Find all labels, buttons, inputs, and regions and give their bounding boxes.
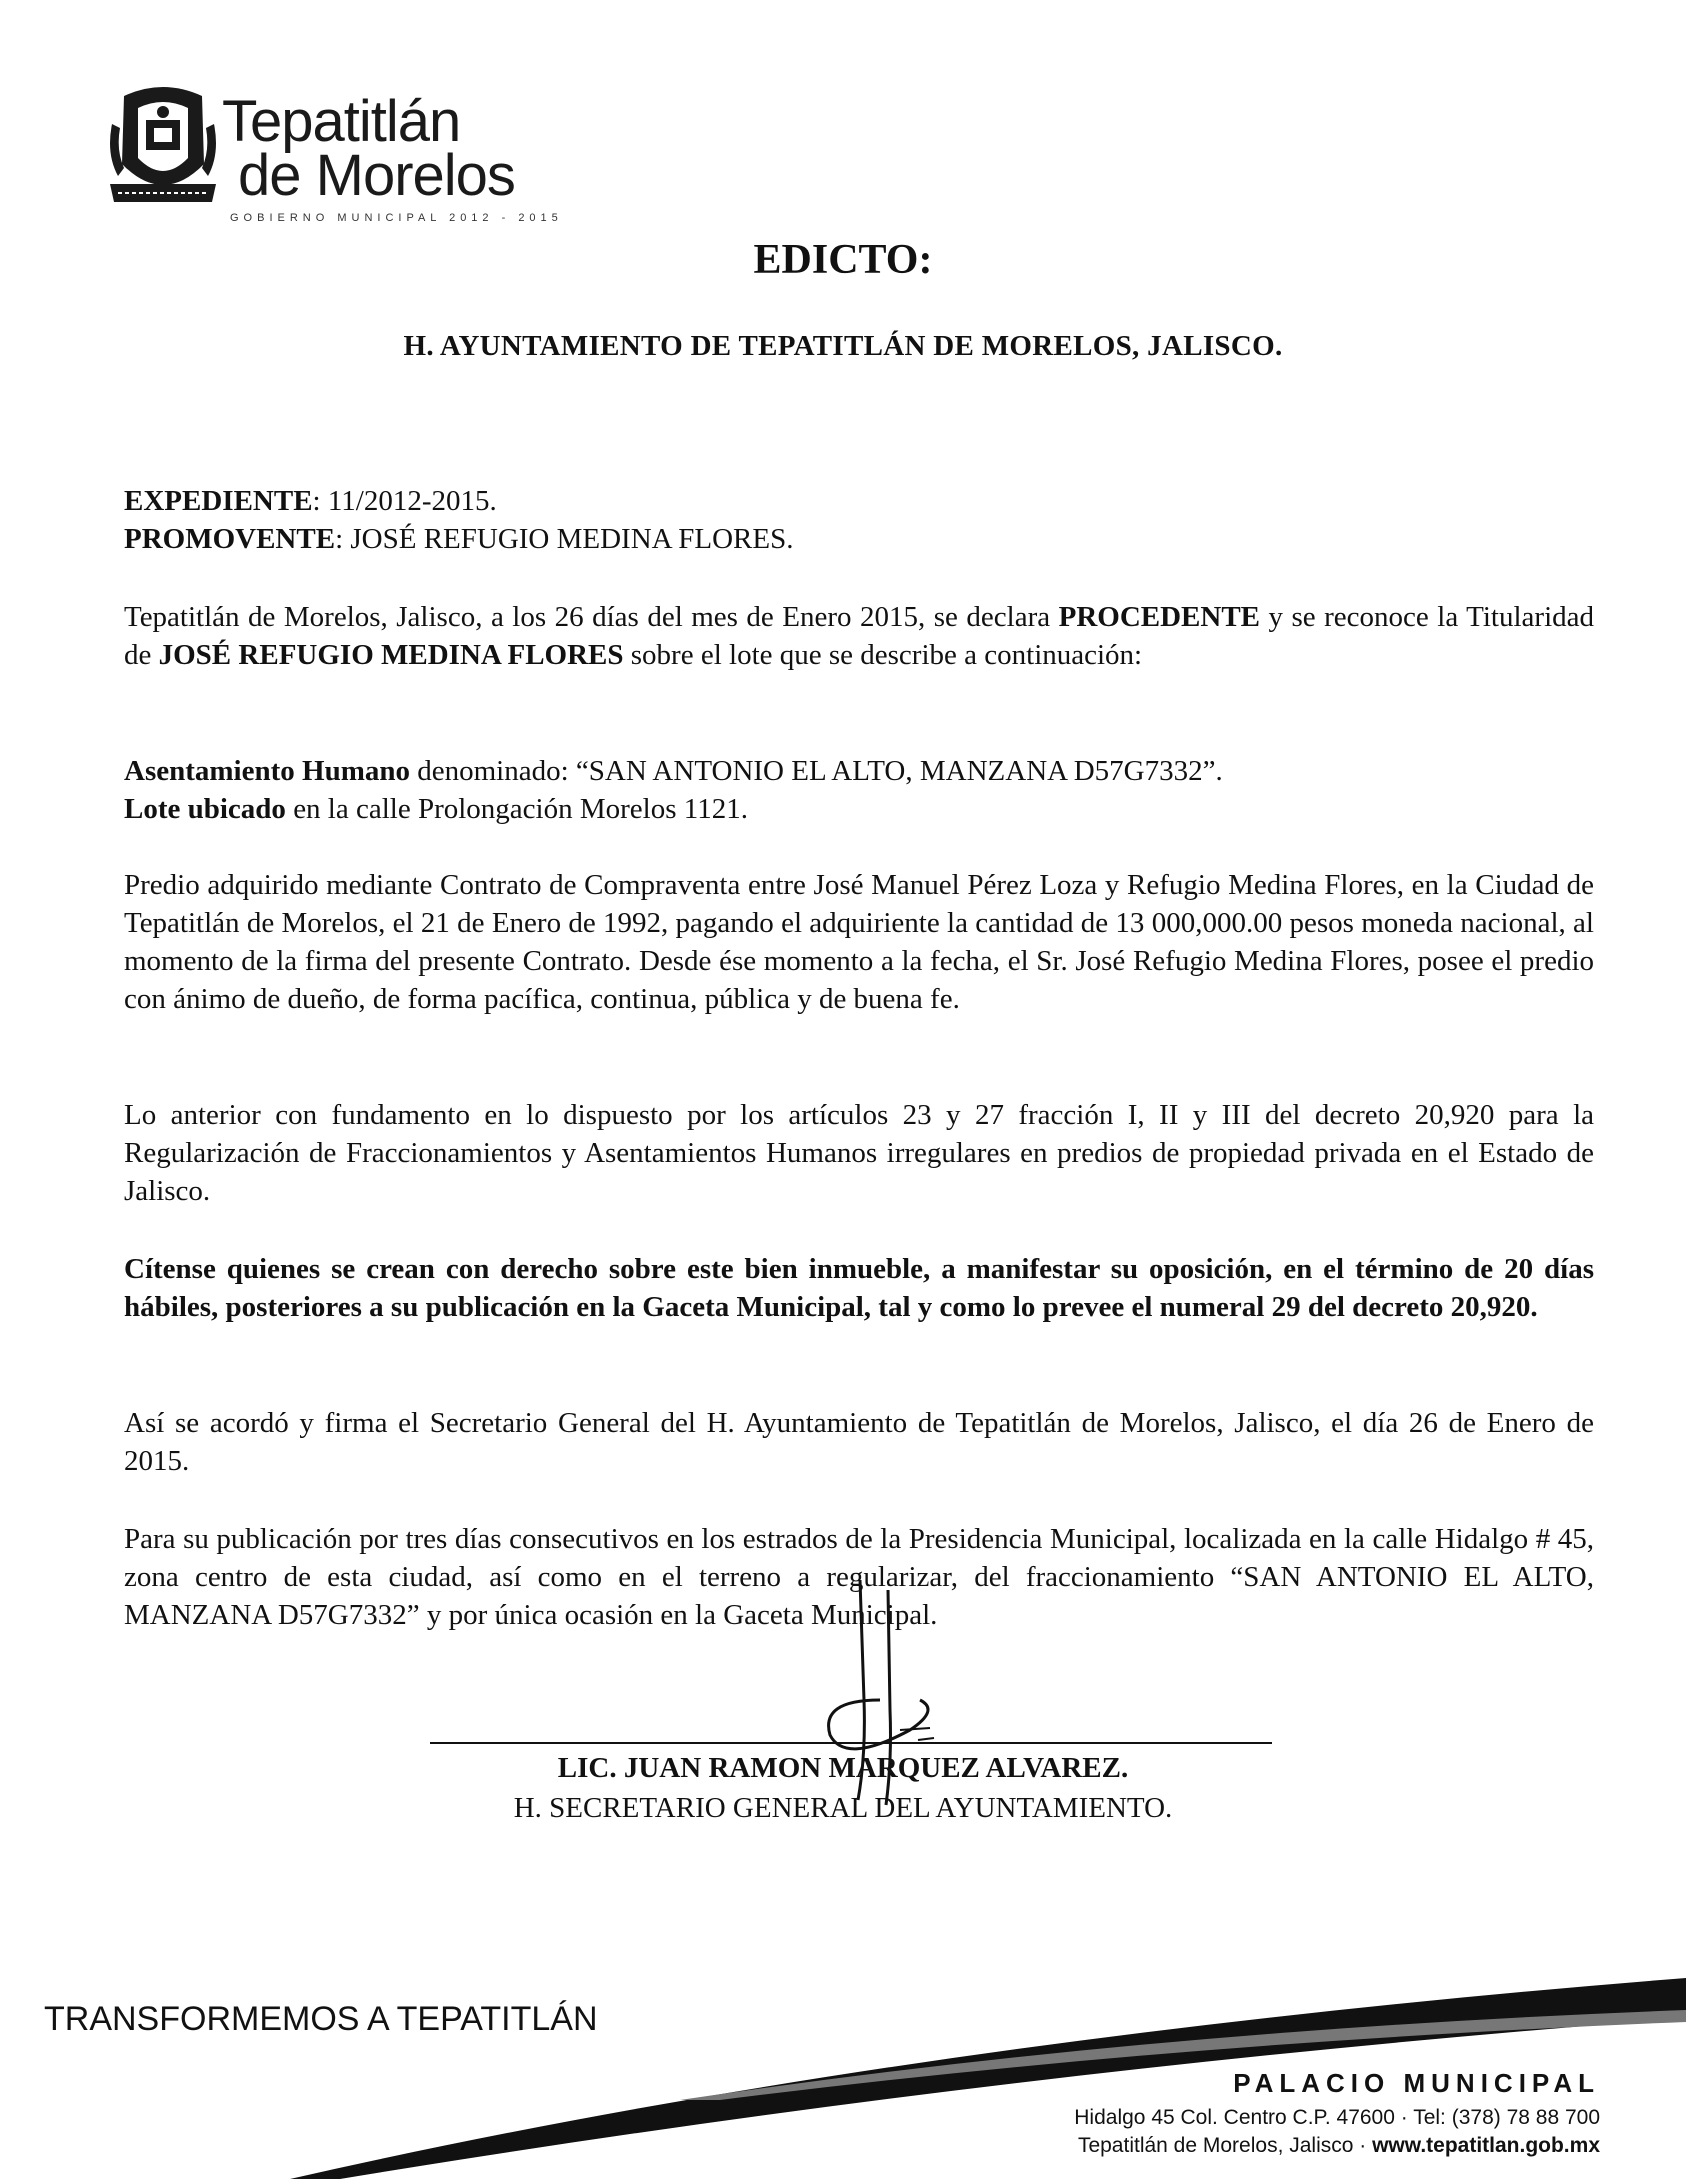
promovente-line: [124, 520, 1594, 558]
document-subtitle: H. AYUNTAMIENTO DE TEPATITLÁN DE MORELOS, JALISCO.: [403, 330, 1283, 362]
asentamiento-value: denominado: “SAN ANTONIO EL ALTO, MANZANA D57G7332”.: [409, 755, 1223, 787]
expediente-value: : 11/2012-2015.: [312, 485, 497, 517]
declaration-paragraph: [124, 598, 1594, 674]
coat-of-arms-icon: [104, 84, 222, 210]
brand-name-line1: Tepatitlán: [222, 89, 461, 154]
brand-name-line2: de Morelos: [238, 143, 515, 208]
expediente-line: [124, 482, 1594, 520]
lote-line: [124, 790, 1594, 828]
footer-heading: PALACIO MUNICIPAL: [1233, 2068, 1600, 2098]
case-info: [124, 482, 1594, 558]
declaration-text-a: Tepatitlán de Morelos, Jalisco, a los 26 días del mes de Enero 2015, se declara: [124, 601, 1059, 633]
acquisition-paragraph: Predio adquirido mediante Contrato de Compraventa entre José Manuel Pérez Loza y Refugio Medina Flores, en la Ciudad de Tepatitlán de Morelos, el 21 de Enero de 1992, pagando el adquiriente la cantidad de 13 000,000.00 pesos moneda nacional, al momento de la firma del presente Contrato. Desde ése momento a la fecha, el Sr. José Refugio Medina Flores, posee el predio con ánimo de dueño, de forma pacífica, continua, pública y de buena fe.: [124, 869, 1594, 1015]
declaration-text-c: y se reconoce la Titularidad de: [124, 601, 1594, 671]
municipal-logo: [104, 84, 574, 234]
lote-label: Lote ubicado: [124, 793, 286, 825]
signature-line: [430, 1742, 1272, 1744]
asentamiento-line: [124, 752, 1594, 790]
declaration-owner: JOSÉ REFUGIO MEDINA FLORES: [158, 639, 624, 671]
signatory-name: LIC. JUAN RAMON MARQUEZ ALVAREZ.: [557, 1752, 1129, 1784]
footer-address-line2: [1078, 2134, 1600, 2158]
document-title: EDICTO:: [753, 237, 933, 283]
summons-paragraph: Cítense quienes se crean con derecho sobre este bien inmueble, a manifestar su oposición, en el término de 20 días hábiles, posteriores a su publicación en la Gaceta Municipal, tal y como lo prevee el numeral 29 del decreto 20,920.: [124, 1253, 1594, 1323]
legal-basis-paragraph: Lo anterior con fundamento en lo dispuesto por los artículos 23 y 27 fracción I, II y III del decreto 20,920 para la Regularización de Fraccionamientos y Asentamientos Humanos irregulares en predios de propiedad privada en el Estado de Jalisco.: [124, 1099, 1594, 1207]
footer-address-line1: Hidalgo 45 Col. Centro C.P. 47600 · Tel: (378) 78 88 700: [1074, 2106, 1600, 2129]
signatory-position: H. SECRETARIO GENERAL DEL AYUNTAMIENTO.: [513, 1792, 1173, 1824]
lote-value: en la calle Prolongación Morelos 1121.: [285, 793, 748, 825]
promovente-label: PROMOVENTE: [124, 523, 336, 555]
lot-info: [124, 752, 1594, 828]
footer-slogan: TRANSFORMEMOS A TEPATITLÁN: [44, 2000, 598, 2038]
promovente-value: : JOSÉ REFUGIO MEDINA FLORES.: [335, 523, 794, 555]
expediente-label: EXPEDIENTE: [124, 485, 313, 517]
brand-subtitle: GOBIERNO MUNICIPAL 2012 - 2015: [230, 212, 563, 224]
footer-city: Tepatitlán de Morelos, Jalisco ·: [1077, 2134, 1373, 2157]
declaration-procedente: PROCEDENTE: [1058, 601, 1261, 633]
publication-paragraph: Para su publicación por tres días consecutivos en los estrados de la Presidencia Municipal, localizada en la calle Hidalgo # 45, zona centro de esta ciudad, así como en el terreno a regularizar, del fraccionamiento “SAN ANTONIO EL ALTO, MANZANA D57G7332” y por única ocasión en la Gaceta Municipal.: [124, 1523, 1594, 1631]
agreement-paragraph: Así se acordó y firma el Secretario General del H. Ayuntamiento de Tepatitlán de Morelos, Jalisco, el día 26 de Enero de 2015.: [124, 1407, 1594, 1477]
asentamiento-label: Asentamiento Humano: [124, 755, 410, 787]
declaration-text-e: sobre el lote que se describe a continuación:: [623, 639, 1143, 671]
footer-website-link[interactable]: www.tepatitlan.gob.mx: [1372, 2134, 1600, 2157]
